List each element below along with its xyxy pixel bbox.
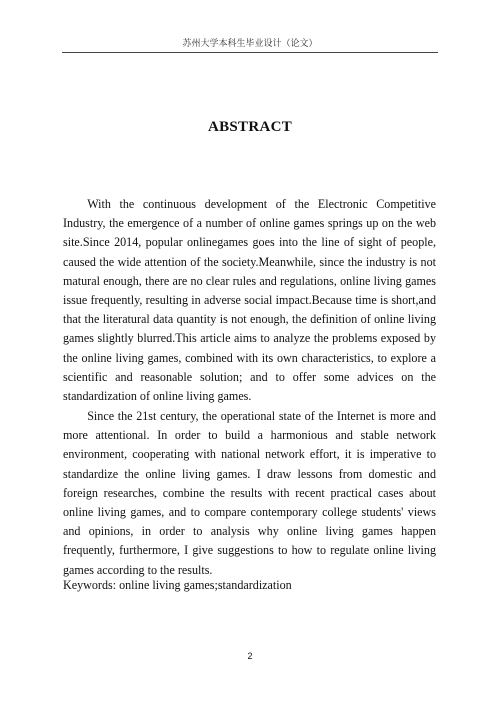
page-header: 苏州大学本科生毕业设计（论文） [182, 39, 318, 49]
header-divider [62, 52, 438, 53]
abstract-paragraph-1 [63, 195, 436, 406]
paragraph-text: With the continuous development of the Electronic Competitive Industry, the emergence of a number of online games springs up on the web site.Since 2014, popular onlinegames goes into the line of sight of people, caused the wide attention of the society.Meanwhile, since the industry is not matural enough, there are no clear rules and regulations, online living games issue frequently, resulting in adverse social impact.Because time is short,and that the literatural data quantity is not enough, the definition of online living games slightly blurred.This article aims to analyze the problems exposed by the online living games, combined with its own characteristics, to explore a scientific and reasonable solution; and to offer some advices on the standardization of online living games. [63, 197, 436, 404]
abstract-paragraph-2 [63, 407, 436, 580]
page-number: 2 [247, 651, 253, 661]
paragraph-text: Since the 21st century, the operational state of the Internet is more and more attentional. In order to build a harmonious and stable network environment, cooperating with national network effort, it is imperative to standardize the online living games. I draw lessons from domestic and foreign researches, combine the results with recent practical cases about online living games, and to compare contemporary college students' views and opinions, in order to analysis why online living games happen frequently, furthermore, I give suggestions to how to regulate online living games according to the results. [63, 409, 436, 577]
keywords-line: Keywords: online living games;standardization [63, 578, 292, 592]
abstract-title: ABSTRACT [207, 119, 293, 135]
